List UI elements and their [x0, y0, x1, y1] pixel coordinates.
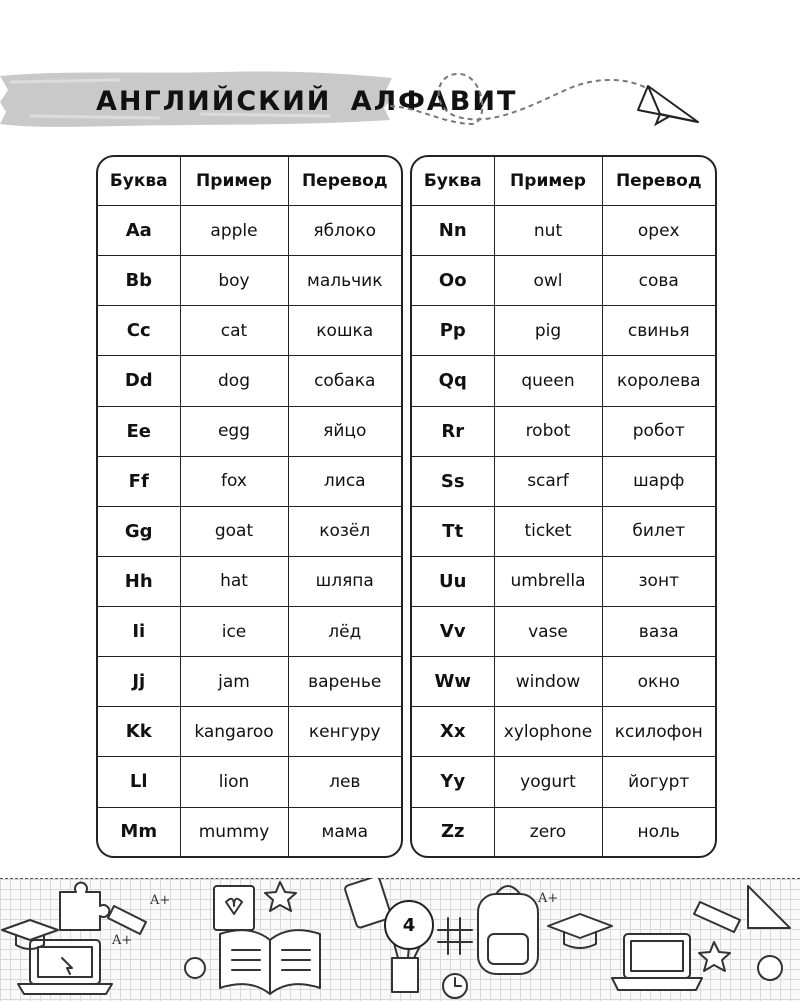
table-row [412, 206, 715, 256]
translation-cell: ваза [602, 607, 715, 657]
table-row [98, 506, 401, 556]
translation-cell: шляпа [288, 556, 401, 606]
example-cell: ticket [494, 506, 602, 556]
svg-text:A+: A+ [150, 893, 171, 908]
paint-tube-icon [108, 906, 146, 934]
puzzle-icon [60, 883, 109, 930]
letter-cell: Dd [98, 356, 180, 406]
table-row [412, 807, 715, 856]
translation-cell: ноль [602, 807, 715, 856]
letter-cell: Uu [412, 556, 494, 606]
letter-cell: Qq [412, 356, 494, 406]
table-row [98, 607, 401, 657]
letter-cell: Jj [98, 657, 180, 707]
ruler-icon [748, 886, 790, 928]
translation-cell: яйцо [288, 406, 401, 456]
letter-cell: Xx [412, 707, 494, 757]
table-row [412, 506, 715, 556]
translation-cell: лёд [288, 607, 401, 657]
example-cell: umbrella [494, 556, 602, 606]
example-cell: xylophone [494, 707, 602, 757]
translation-cell: кенгуру [288, 707, 401, 757]
tic-tac-toe-icon [438, 918, 472, 954]
table-row [412, 657, 715, 707]
translation-cell: ксилофон [602, 707, 715, 757]
letter-cell: Ww [412, 657, 494, 707]
header-letter: Буква [412, 157, 494, 206]
svg-text:A+: A+ [538, 891, 559, 906]
letter-cell: Oo [412, 256, 494, 306]
table-row [98, 757, 401, 807]
example-cell: queen [494, 356, 602, 406]
translation-cell: орех [602, 206, 715, 256]
translation-cell: свинья [602, 306, 715, 356]
table-row [412, 757, 715, 807]
example-cell: kangaroo [180, 707, 288, 757]
example-cell: ice [180, 607, 288, 657]
letter-cell: Vv [412, 607, 494, 657]
translation-cell: яблоко [288, 206, 401, 256]
star-icon [699, 942, 730, 971]
letter-cell: Pp [412, 306, 494, 356]
table-row [412, 607, 715, 657]
translation-cell: мальчик [288, 256, 401, 306]
paint-tube-icon [694, 902, 740, 932]
letter-cell: Kk [98, 707, 180, 757]
translation-cell: козёл [288, 506, 401, 556]
translation-cell: собака [288, 356, 401, 406]
example-cell: window [494, 657, 602, 707]
translation-cell: сова [602, 256, 715, 306]
notepad-icon [214, 886, 254, 930]
header-translation: Перевод [602, 157, 715, 206]
letter-cell: Ee [98, 406, 180, 456]
translation-cell: зонт [602, 556, 715, 606]
table-row [412, 707, 715, 757]
example-cell: nut [494, 206, 602, 256]
table-row [98, 306, 401, 356]
example-cell: zero [494, 807, 602, 856]
letter-cell: Nn [412, 206, 494, 256]
example-cell: jam [180, 657, 288, 707]
header-translation: Перевод [288, 157, 401, 206]
open-book-icon [220, 930, 320, 994]
table-row [412, 306, 715, 356]
translation-cell: варенье [288, 657, 401, 707]
table-row [98, 707, 401, 757]
star-icon [265, 882, 296, 911]
example-cell: boy [180, 256, 288, 306]
letter-cell: Ll [98, 757, 180, 807]
letter-cell: Tt [412, 506, 494, 556]
letter-cell: Gg [98, 506, 180, 556]
table-row [412, 256, 715, 306]
example-cell: goat [180, 506, 288, 556]
translation-cell: робот [602, 406, 715, 456]
translation-cell: лиса [288, 456, 401, 506]
svg-text:A+: A+ [112, 933, 133, 948]
table-row [98, 356, 401, 406]
example-cell: mummy [180, 807, 288, 856]
graduation-cap-icon [548, 914, 612, 948]
translation-cell: окно [602, 657, 715, 707]
table-row [98, 406, 401, 456]
letter-cell: Zz [412, 807, 494, 856]
translation-cell: йогурт [602, 757, 715, 807]
header-letter: Буква [98, 157, 180, 206]
example-cell: lion [180, 757, 288, 807]
alphabet-table-left [96, 155, 403, 858]
translation-cell: кошка [288, 306, 401, 356]
page-title: АНГЛИЙСКИЙ АЛФАВИТ [96, 86, 518, 117]
table-row [98, 657, 401, 707]
table-row [412, 556, 715, 606]
header-example: Пример [494, 157, 602, 206]
translation-cell: шарф [602, 456, 715, 506]
example-cell: yogurt [494, 757, 602, 807]
letter-cell: Ff [98, 456, 180, 506]
alphabet-table-right [410, 155, 717, 858]
flight-path-decoration [380, 66, 710, 136]
translation-cell: мама [288, 807, 401, 856]
letter-cell: Bb [98, 256, 180, 306]
table-row [98, 556, 401, 606]
table-row [412, 406, 715, 456]
example-cell: scarf [494, 456, 602, 506]
table-row [412, 456, 715, 506]
letter-cell: Aa [98, 206, 180, 256]
table-row [98, 256, 401, 306]
example-cell: owl [494, 256, 602, 306]
letter-cell: Rr [412, 406, 494, 456]
example-cell: robot [494, 406, 602, 456]
laptop-icon [612, 934, 702, 990]
letter-cell: Ss [412, 456, 494, 506]
page-number: 4 [384, 900, 434, 950]
example-cell: hat [180, 556, 288, 606]
header-example: Пример [180, 157, 288, 206]
letter-cell: Ii [98, 607, 180, 657]
letter-cell: Mm [98, 807, 180, 856]
backpack-icon [478, 886, 538, 974]
example-cell: vase [494, 607, 602, 657]
example-cell: dog [180, 356, 288, 406]
letter-cell: Cc [98, 306, 180, 356]
alarm-clock-icon [443, 974, 467, 998]
paper-plane-icon [638, 86, 698, 124]
translation-cell: лев [288, 757, 401, 807]
example-cell: cat [180, 306, 288, 356]
table-row [98, 456, 401, 506]
example-cell: pig [494, 306, 602, 356]
example-cell: apple [180, 206, 288, 256]
table-row [98, 807, 401, 856]
example-cell: egg [180, 406, 288, 456]
translation-cell: королева [602, 356, 715, 406]
letter-cell: Yy [412, 757, 494, 807]
letter-cell: Hh [98, 556, 180, 606]
table-row [412, 356, 715, 406]
translation-cell: билет [602, 506, 715, 556]
table-row [98, 206, 401, 256]
example-cell: fox [180, 456, 288, 506]
